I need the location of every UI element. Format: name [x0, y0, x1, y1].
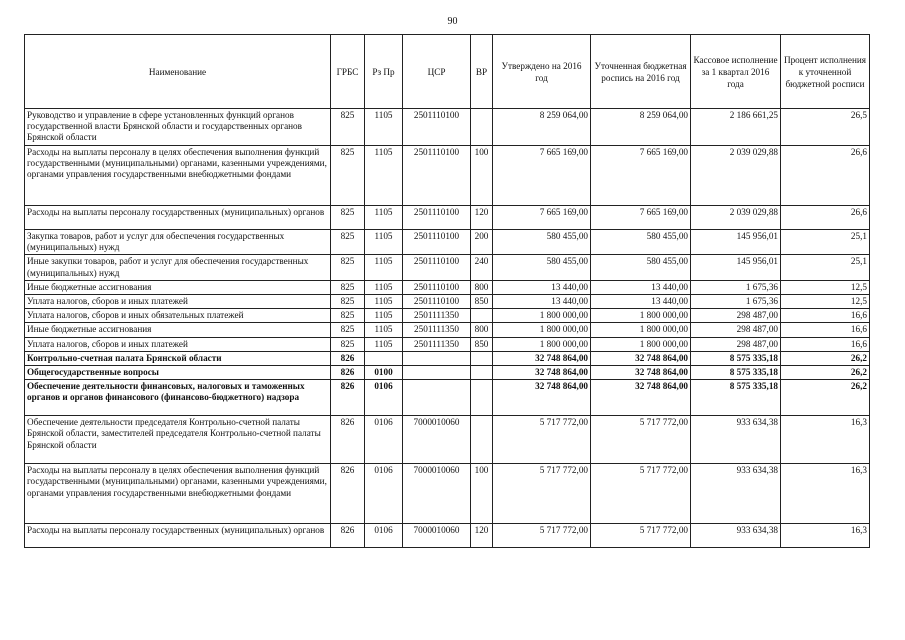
cell-approved: 1 800 000,00	[493, 323, 591, 337]
cell-executed: 933 634,38	[691, 464, 781, 524]
cell-vr: 120	[471, 524, 493, 548]
cell-grbs: 826	[331, 416, 365, 464]
cell-executed: 933 634,38	[691, 524, 781, 548]
cell-name: Уплата налогов, сборов и иных платежей	[25, 295, 331, 309]
budget-execution-table	[24, 34, 870, 548]
table-row	[25, 366, 870, 380]
cell-percent: 16,6	[781, 323, 870, 337]
cell-executed: 1 675,36	[691, 295, 781, 309]
cell-grbs: 825	[331, 255, 365, 280]
cell-name: Общегосударственные вопросы	[25, 366, 331, 380]
cell-rzpr: 1105	[365, 337, 403, 351]
cell-name: Иные бюджетные ассигнования	[25, 280, 331, 294]
cell-percent: 25,1	[781, 230, 870, 255]
cell-refined: 1 800 000,00	[591, 323, 691, 337]
cell-executed: 145 956,01	[691, 255, 781, 280]
table-row	[25, 380, 870, 416]
cell-grbs: 825	[331, 206, 365, 230]
cell-csr: 2501110100	[403, 280, 471, 294]
cell-csr: 7000010060	[403, 524, 471, 548]
cell-refined: 1 800 000,00	[591, 337, 691, 351]
cell-executed: 933 634,38	[691, 416, 781, 464]
cell-name: Расходы на выплаты персоналу в целях обеспечения выполнения функций государственными (муниципальными) органами, казенными учреждениями, органами управления государственными внебюджетными фондами	[25, 146, 331, 206]
cell-csr: 7000010060	[403, 416, 471, 464]
cell-csr	[403, 351, 471, 365]
cell-csr: 2501110100	[403, 109, 471, 146]
cell-rzpr: 1105	[365, 309, 403, 323]
cell-name: Расходы на выплаты персоналу государственных (муниципальных) органов	[25, 206, 331, 230]
cell-grbs: 826	[331, 366, 365, 380]
table-header-row	[25, 35, 870, 109]
cell-vr: 200	[471, 230, 493, 255]
cell-name: Иные закупки товаров, работ и услуг для обеспечения государственных (муниципальных) нужд	[25, 255, 331, 280]
cell-percent: 12,5	[781, 295, 870, 309]
cell-executed: 1 675,36	[691, 280, 781, 294]
cell-refined: 5 717 772,00	[591, 464, 691, 524]
cell-name: Иные бюджетные ассигнования	[25, 323, 331, 337]
cell-vr	[471, 351, 493, 365]
cell-grbs: 825	[331, 146, 365, 206]
cell-percent: 26,2	[781, 380, 870, 416]
cell-approved: 580 455,00	[493, 255, 591, 280]
cell-rzpr: 0100	[365, 366, 403, 380]
cell-percent: 16,3	[781, 416, 870, 464]
cell-grbs: 825	[331, 295, 365, 309]
cell-name: Расходы на выплаты персоналу в целях обеспечения выполнения функций государственными (муниципальными) органами, казенными учреждениями, органами управления государственными внебюджетными фондами	[25, 464, 331, 524]
cell-approved: 13 440,00	[493, 295, 591, 309]
cell-approved: 13 440,00	[493, 280, 591, 294]
cell-vr: 800	[471, 323, 493, 337]
header-executed: Кассовое исполнение за 1 квартал 2016 года	[691, 35, 781, 109]
table-row	[25, 109, 870, 146]
cell-name: Уплата налогов, сборов и иных платежей	[25, 337, 331, 351]
cell-executed: 298 487,00	[691, 323, 781, 337]
cell-grbs: 825	[331, 280, 365, 294]
table-row	[25, 146, 870, 206]
cell-percent: 26,6	[781, 146, 870, 206]
header-csr: ЦСР	[403, 35, 471, 109]
cell-approved: 32 748 864,00	[493, 380, 591, 416]
table-row	[25, 464, 870, 524]
table-row	[25, 295, 870, 309]
cell-vr	[471, 366, 493, 380]
cell-csr: 2501110100	[403, 230, 471, 255]
cell-vr: 800	[471, 280, 493, 294]
cell-csr: 2501110100	[403, 255, 471, 280]
cell-name: Обеспечение деятельности председателя Контрольно-счетной палаты Брянской области, заместителей председателя Контрольно-счетной палаты Брянской области	[25, 416, 331, 464]
cell-refined: 13 440,00	[591, 295, 691, 309]
cell-approved: 5 717 772,00	[493, 524, 591, 548]
cell-rzpr: 1105	[365, 295, 403, 309]
cell-grbs: 825	[331, 109, 365, 146]
cell-rzpr: 1105	[365, 280, 403, 294]
cell-rzpr: 1105	[365, 206, 403, 230]
cell-refined: 8 259 064,00	[591, 109, 691, 146]
cell-csr: 2501111350	[403, 323, 471, 337]
cell-name: Закупка товаров, работ и услуг для обеспечения государственных (муниципальных) нужд	[25, 230, 331, 255]
cell-rzpr: 1105	[365, 146, 403, 206]
cell-refined: 580 455,00	[591, 230, 691, 255]
cell-csr: 2501110100	[403, 295, 471, 309]
cell-refined: 7 665 169,00	[591, 146, 691, 206]
cell-percent: 16,6	[781, 309, 870, 323]
cell-rzpr: 0106	[365, 416, 403, 464]
cell-rzpr: 1105	[365, 323, 403, 337]
cell-vr	[471, 309, 493, 323]
cell-executed: 298 487,00	[691, 309, 781, 323]
header-grbs: ГРБС	[331, 35, 365, 109]
header-refined: Уточненная бюджетная роспись на 2016 год	[591, 35, 691, 109]
table-row	[25, 206, 870, 230]
cell-csr: 2501111350	[403, 309, 471, 323]
table-row	[25, 524, 870, 548]
cell-name: Руководство и управление в сфере установленных функций органов государственной власти Брянской области и государственных органов Брянской области	[25, 109, 331, 146]
cell-grbs: 825	[331, 309, 365, 323]
cell-grbs: 826	[331, 351, 365, 365]
cell-grbs: 825	[331, 323, 365, 337]
cell-percent: 16,3	[781, 524, 870, 548]
cell-executed: 2 039 029,88	[691, 146, 781, 206]
cell-percent: 26,2	[781, 351, 870, 365]
cell-refined: 7 665 169,00	[591, 206, 691, 230]
cell-name: Расходы на выплаты персоналу государственных (муниципальных) органов	[25, 524, 331, 548]
cell-vr: 100	[471, 464, 493, 524]
cell-csr	[403, 366, 471, 380]
cell-percent: 26,5	[781, 109, 870, 146]
cell-percent: 26,6	[781, 206, 870, 230]
cell-approved: 1 800 000,00	[493, 337, 591, 351]
cell-csr: 7000010060	[403, 464, 471, 524]
cell-executed: 8 575 335,18	[691, 366, 781, 380]
cell-grbs: 825	[331, 337, 365, 351]
cell-executed: 145 956,01	[691, 230, 781, 255]
cell-approved: 5 717 772,00	[493, 416, 591, 464]
cell-vr: 850	[471, 295, 493, 309]
header-approved: Утверждено на 2016 год	[493, 35, 591, 109]
cell-refined: 580 455,00	[591, 255, 691, 280]
cell-executed: 8 575 335,18	[691, 351, 781, 365]
cell-vr: 120	[471, 206, 493, 230]
table-row	[25, 255, 870, 280]
cell-grbs: 826	[331, 464, 365, 524]
cell-grbs: 826	[331, 380, 365, 416]
cell-approved: 8 259 064,00	[493, 109, 591, 146]
cell-name: Обеспечение деятельности финансовых, налоговых и таможенных органов и органов финансового (финансово-бюджетного) надзора	[25, 380, 331, 416]
cell-rzpr: 1105	[365, 255, 403, 280]
cell-approved: 32 748 864,00	[493, 351, 591, 365]
cell-csr: 2501110100	[403, 206, 471, 230]
cell-refined: 5 717 772,00	[591, 416, 691, 464]
cell-rzpr: 1105	[365, 109, 403, 146]
table-row	[25, 416, 870, 464]
cell-executed: 298 487,00	[691, 337, 781, 351]
cell-executed: 8 575 335,18	[691, 380, 781, 416]
cell-approved: 580 455,00	[493, 230, 591, 255]
cell-name: Контрольно-счетная палата Брянской области	[25, 351, 331, 365]
cell-percent: 12,5	[781, 280, 870, 294]
cell-rzpr	[365, 351, 403, 365]
cell-refined: 32 748 864,00	[591, 380, 691, 416]
table-row	[25, 230, 870, 255]
cell-refined: 32 748 864,00	[591, 351, 691, 365]
cell-csr: 2501110100	[403, 146, 471, 206]
cell-rzpr: 0106	[365, 464, 403, 524]
cell-executed: 2 039 029,88	[691, 206, 781, 230]
table-row	[25, 323, 870, 337]
cell-csr	[403, 380, 471, 416]
cell-percent: 16,3	[781, 464, 870, 524]
cell-refined: 13 440,00	[591, 280, 691, 294]
cell-name: Уплата налогов, сборов и иных обязательных платежей	[25, 309, 331, 323]
cell-refined: 32 748 864,00	[591, 366, 691, 380]
cell-approved: 1 800 000,00	[493, 309, 591, 323]
page-number: 90	[447, 16, 458, 27]
cell-approved: 5 717 772,00	[493, 464, 591, 524]
header-vr: ВР	[471, 35, 493, 109]
cell-vr: 240	[471, 255, 493, 280]
cell-approved: 32 748 864,00	[493, 366, 591, 380]
cell-percent: 25,1	[781, 255, 870, 280]
cell-vr	[471, 109, 493, 146]
cell-approved: 7 665 169,00	[493, 206, 591, 230]
cell-grbs: 825	[331, 230, 365, 255]
header-name: Наименование	[25, 35, 331, 109]
cell-refined: 1 800 000,00	[591, 309, 691, 323]
cell-vr	[471, 380, 493, 416]
cell-vr	[471, 416, 493, 464]
cell-approved: 7 665 169,00	[493, 146, 591, 206]
cell-vr: 100	[471, 146, 493, 206]
table-row	[25, 309, 870, 323]
cell-rzpr: 0106	[365, 524, 403, 548]
cell-executed: 2 186 661,25	[691, 109, 781, 146]
table-row	[25, 337, 870, 351]
cell-rzpr: 0106	[365, 380, 403, 416]
cell-percent: 26,2	[781, 366, 870, 380]
header-rzpr: Рз Пр	[365, 35, 403, 109]
table-row	[25, 280, 870, 294]
cell-rzpr: 1105	[365, 230, 403, 255]
header-percent: Процент исполнения к уточненной бюджетной росписи	[781, 35, 870, 109]
cell-percent: 16,6	[781, 337, 870, 351]
cell-refined: 5 717 772,00	[591, 524, 691, 548]
cell-grbs: 826	[331, 524, 365, 548]
cell-vr: 850	[471, 337, 493, 351]
cell-csr: 2501111350	[403, 337, 471, 351]
table-row	[25, 351, 870, 365]
